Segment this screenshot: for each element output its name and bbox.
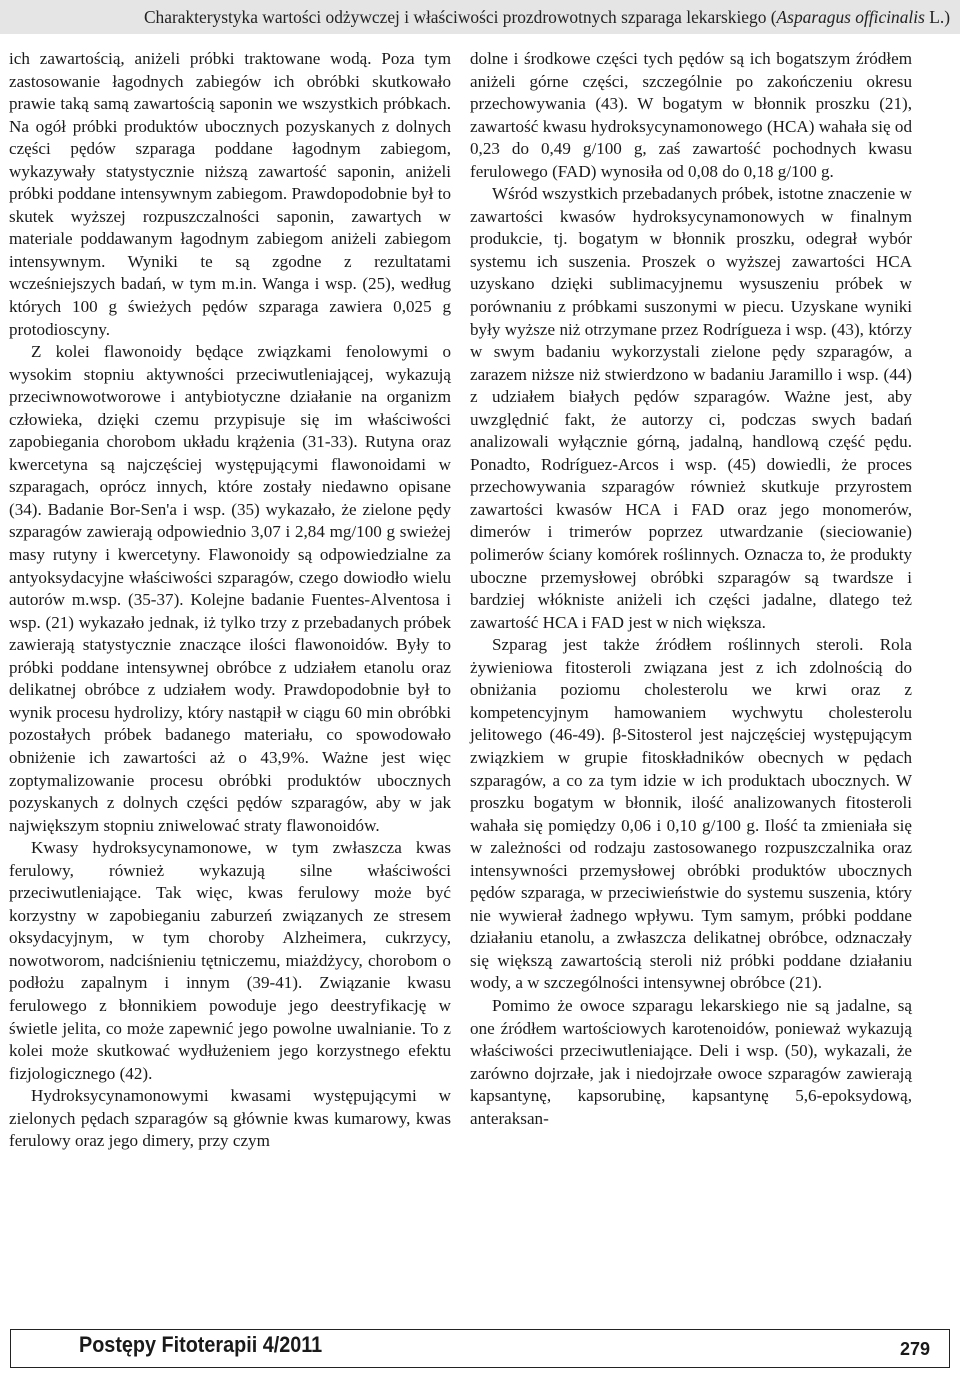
- paragraph: Wśród wszystkich przebadanych próbek, istotne znaczenie w zawartości kwasów hydroksycynamonowych w finalnym produkcie, tj. bogatym w błonnik proszku, odegrał wybór systemu ich suszenia. Proszek o wyższej zawartości HCA uzyskano dzięki sublimacyjnemu wysuszeniu próbek w porównaniu z próbkami suszonymi w piecu. Uzyskane wyniki były wyższe niż otrzymane przez Rodrígueza i wsp. (43), którzy w swym badaniu wykorzystali zielone pędy szparagów, a zarazem niższe niż stwierdzono w badaniu Jaramillo i wsp. (44) z udziałem białych pędów szparagów. Ważne jest, aby uwzględnić fakt, że autorzy ci, podczas swych badań analizowali wyłącznie górną, jadalną, handlową część pędu. Ponadto, Rodríguez-Arcos i wsp. (45) dowiedli, że proces przechowywania szparagów również skutkuje przyrostem zawartości kwasów HCA i FAD oraz jego monomerów, dimerów i trimerów poprzez utwardzanie (sieciowanie) polimerów ściany komórek roślinnych. Oznacza to, że produkty uboczne przemysłowej obróbki szparagów są twardsze i bardziej włókniste aniżeli ich części jadalne, dlatego też zawartość HCA i FAD jest w nich większa.: [470, 184, 912, 632]
- right-column: [470, 48, 912, 1130]
- paragraph: Pomimo że owoce szparagu lekarskiego nie są jadalne, są one źródłem wartościowych karotenoidów, ponieważ wykazują właściwości przeciwutleniające. Deli i wsp. (50), wykazali, że zarówno dojrzałe, jak i niedojrzałe owoce szparagów zawierają kapsantynę, kapsorubinę, kapsantynę 5,6-epoksydową, anteraksan-: [470, 995, 912, 1128]
- journal-title: Postępy Fitoterapii 4/2011: [79, 1332, 323, 1357]
- species-name: Asparagus officinalis: [776, 6, 925, 27]
- footer-bottom-rule: [10, 1367, 950, 1368]
- footer-top-rule: [10, 1329, 950, 1330]
- running-header: [0, 0, 960, 34]
- page-number: 279: [900, 1339, 931, 1359]
- paragraph: Kwasy hydroksycynamonowe, w tym zwłaszcza kwas ferulowy, również wykazują silne właściwości przeciwutleniające. Tak więc, kwas ferulowy może być korzystny w zapobieganiu zaburzeń związanych ze stresem oksydacyjnym, w tym choroby Alzheimera, cukrzycy, nowotworom, nadciśnieniu tętniczemu, miażdżycy, chorobom o podłożu zapalnym i innym (39-41). Związanie kwasu ferulowego z błonnikiem powoduje jego deestryfikację w świetle jelita, co może zapewnić jego powolne uwalnianie. To z kolei może skutkować wydłużeniem jego korzystnego efektu fizjologicznego (42).: [9, 838, 451, 1083]
- paragraph: ich zawartością, aniżeli próbki traktowane wodą. Poza tym zastosowanie łagodnych zabiegów ich obróbki skutkowało prawie taką samą zawartością saponin we wszystkich próbkach. Na ogół próbki produktów ubocznych pozyskanych z dolnych części pędów szparaga poddane łagodnym zabiegom, wykazywały statystycznie niższą zawartość saponin, aniżeli próbki poddane intensywnym zabiegom. Prawdopodobnie był to skutek wyższej rozpuszczalności saponin, zawartych w materiale poddawanym łagodnym zabiegom aniżeli zabiegom intensywnym. Wyniki te są zgodne z rezultatami wcześniejszych badań, w tym m.in. Wanga i wsp. (25), według których 100 g świeżych pędów szparaga zawiera 0,025 g protodioscyny.: [9, 49, 451, 339]
- paragraph: Szparag jest także źródłem roślinnych steroli. Rola żywieniowa fitosteroli związana jest z ich zdolnością do obniżania poziomu cholesterolu we krwi oraz z kompetencyjnym hamowaniem wychwytu cholesterolu jelitowego (46-49). β-Sitosterol jest najczęściej występującym związkiem w grupie fitoskładników obecnych w pędach szparagów, a co za tym idzie w ich produktach ubocznych. W proszku bogatym w błonnik, ilość analizowanych fitosteroli wahała się pomiędzy 0,06 i 0,10 g/100 g. Ilość ta zmieniała się w zależności od rodzaju zastosowanego rozpuszczalnika oraz intensywności przemysłowej obróbki produktów ubocznych pędów szparaga, w przeciwieństwie do systemu suszenia, który nie wywierał żadnego wpływu. Tym samym, próbki poddane działaniu etanolu, a zwłaszcza delikatnej obróbce, odznaczały się większą zawartością steroli niż próbki poddane działaniu wody, a w szczególności intensywnej obróbce (21).: [470, 635, 912, 993]
- paragraph: dolne i środkowe części tych pędów są ich bogatszym źródłem aniżeli górne części, szczególnie po zakończeniu okresu przechowywania (43). W bogatym w błonnik proszku (21), zawartość kwasu hydroksycynamonowego (HCA) wahała się od 0,23 do 0,49 g/100 g, zaś zawartość pochodnych kwasu ferulowego (FAD) wynosiła od 0,08 do 0,18 g/100 g.: [470, 49, 912, 181]
- paragraph: Z kolei flawonoidy będące związkami fenolowymi o wysokim stopniu aktywności przeciwutleniającej, wykazują przeciwnowotworowe i antybiotyczne działanie na organizm człowieka, dzięki czemu przypisuje się im właściwości zapobiegania chorobom układu krążenia (31-33). Rutyna oraz kwercetyna są najczęściej występującymi flawonoidami w szparagach, oprócz innych, które zostały niedawno opisane (34). Badanie Bor-Sen'a i wsp. (35) wykazało, że zielone pędy szparagów zawierają odpowiednio 3,07 i 2,84 mg/100 g swieżej masy rutyny i kwercetyny. Flawonoidy są odpowiedzialne za antyoksydacyjne właściwości szparagów, czego dowiodło wielu autorów m.wsp. (35-37). Kolejne badanie Fuentes-Alventosa i wsp. (21) wykazało jednak, iż tylko trzy z przebadanych próbek zawierają statystycznie znaczące ilości flawonoidów. Były to próbki poddane intensywnej obróbce z udziałem etanolu oraz delikatnej obróbce z udziałem wody. Prawdopodobnie był to wynik procesu hydrolizy, który nastąpił w ciągu 60 min obróbki pozostałych próbek badanego materiału, co spowodowało obniżenie ich zawartości aż o 43,9%. Ważne jest więc zoptymalizowanie procesu obróbki produktów ubocznych pozyskanych z dolnych części pędów szparagów, aby w jak największym stopniu zniwelować straty flawonoidów.: [9, 342, 451, 835]
- paragraph: Hydroksycynamonowymi kwasami występującymi w zielonych pędach szparagów są głównie kwas kumarowy, kwas ferulowy oraz jego dimery, przy czym: [9, 1086, 451, 1151]
- running-title: Charakterystyka wartości odżywczej i właściwości prozdrowotnych szparaga lekarskiego (Asparagus officinalis L.): [143, 6, 950, 27]
- left-column: [9, 48, 451, 1153]
